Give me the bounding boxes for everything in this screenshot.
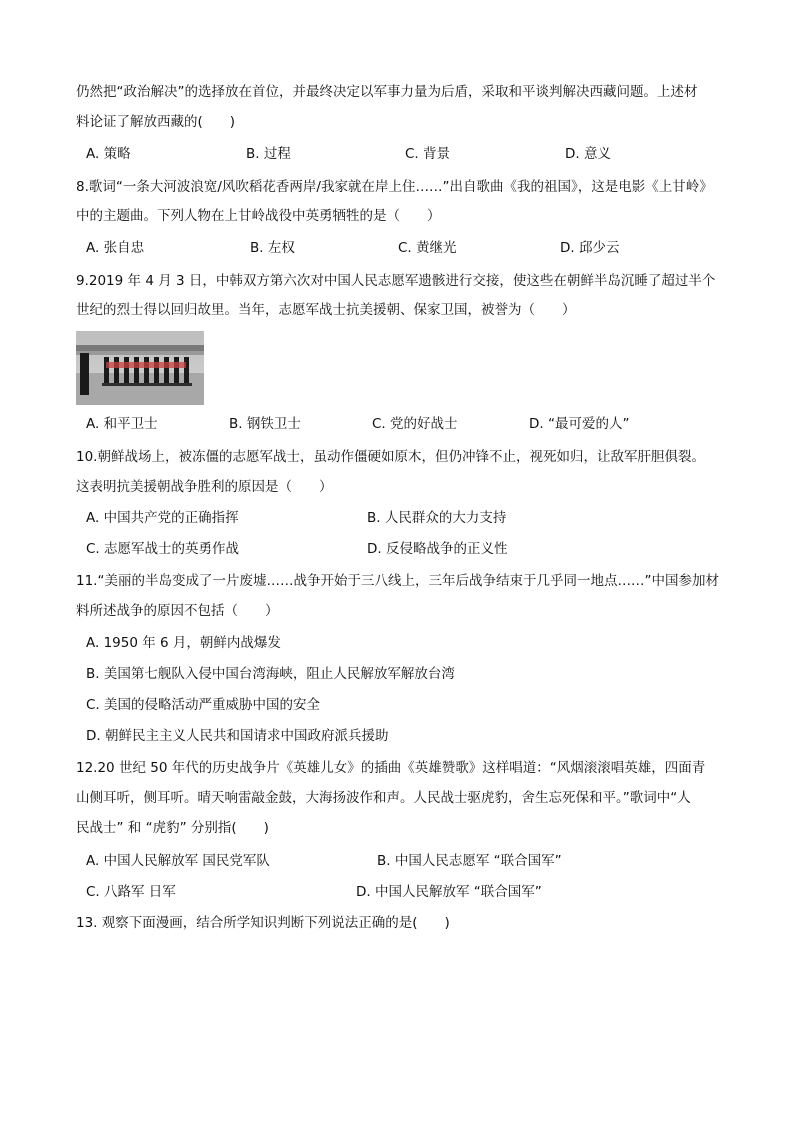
q7-option-b[interactable]: B. 过程 [246, 146, 291, 162]
q8-line-2: 中的主题曲。下列人物在上甘岭战役中英勇牺牲的是（ ） [76, 208, 441, 224]
q8-option-d[interactable]: D. 邱少云 [560, 240, 620, 256]
volunteer-remains-ceremony-photo [76, 331, 204, 405]
q11-option-d[interactable]: D. 朝鲜民主主义人民共和国请求中国政府派兵援助 [86, 728, 389, 744]
q12-option-b[interactable]: B. 中国人民志愿军 “联合国军” [377, 853, 562, 869]
q11-option-a[interactable]: A. 1950 年 6 月，朝鲜内战爆发 [86, 635, 281, 651]
q9-line-2: 世纪的烈士得以回归故里。当年，志愿军战士抗美援朝、保家卫国，被誉为（ ） [76, 302, 576, 318]
q10-option-d[interactable]: D. 反侵略战争的正义性 [367, 541, 508, 557]
q13-line-1: 13. 观察下面漫画，结合所学知识判断下列说法正确的是( ) [76, 915, 450, 931]
q7-line-1: 仍然把“政治解决”的选择放在首位，并最终决定以军事力量为后盾，采取和平谈判解决西藏问题。上述材 [76, 84, 698, 100]
q12-option-d[interactable]: D. 中国人民解放军 “联合国军” [356, 884, 542, 900]
q10-line-2: 这表明抗美援朝战争胜利的原因是（ ） [76, 479, 333, 495]
q8-line-1: 8.歌词“一条大河波浪宽/风吹稻花香两岸/我家就在岸上住……”出自歌曲《我的祖国》，这是电影《上甘岭》 [76, 179, 713, 195]
q8-option-a[interactable]: A. 张自忠 [86, 240, 145, 256]
q12-line-3: 民战士” 和 “虎豹” 分别指( ) [76, 820, 269, 836]
q7-line-2: 料论证了解放西藏的( ) [76, 114, 236, 130]
q7-option-d[interactable]: D. 意义 [565, 146, 611, 162]
q9-option-b[interactable]: B. 钢铁卫士 [229, 416, 301, 432]
q8-option-c[interactable]: C. 黄继光 [398, 240, 457, 256]
q10-option-a[interactable]: A. 中国共产党的正确指挥 [86, 510, 239, 526]
q11-option-b[interactable]: B. 美国第七舰队入侵中国台湾海峡，阻止人民解放军解放台湾 [86, 666, 455, 682]
q9-line-1: 9.2019 年 4 月 3 日，中韩双方第六次对中国人民志愿军遗骸进行交接，使这些在朝鲜半岛沉睡了超过半个 [76, 273, 716, 289]
q10-option-b[interactable]: B. 人民群众的大力支持 [367, 510, 507, 526]
q12-option-c[interactable]: C. 八路军 日军 [86, 884, 176, 900]
q11-line-2: 料所述战争的原因不包括（ ） [76, 603, 279, 619]
q10-option-c[interactable]: C. 志愿军战士的英勇作战 [86, 541, 240, 557]
q11-option-c[interactable]: C. 美国的侵略活动严重威胁中国的安全 [86, 697, 321, 713]
q10-line-1: 10.朝鲜战场上，被冻僵的志愿军战士，虽动作僵硬如原木，但仍冲锋不止，视死如归，让敌军肝胆俱裂。 [76, 449, 705, 465]
q7-option-c[interactable]: C. 背景 [405, 146, 451, 162]
q9-option-a[interactable]: A. 和平卫士 [86, 416, 158, 432]
q9-option-d[interactable]: D. “最可爱的人” [529, 416, 630, 432]
q9-option-c[interactable]: C. 党的好战士 [372, 416, 458, 432]
q8-option-b[interactable]: B. 左权 [250, 240, 295, 256]
q12-line-1: 12.20 世纪 50 年代的历史战争片《英雄儿女》的插曲《英雄赞歌》这样唱道：“风烟滚滚唱英雄，四面青 [76, 760, 706, 776]
q12-line-2: 山侧耳听，侧耳听。晴天响雷敲金鼓，大海扬波作和声。人民战士驱虎豹，舍生忘死保和平。”歌词中“人 [76, 790, 691, 806]
q7-option-a[interactable]: A. 策略 [86, 146, 131, 162]
q11-line-1: 11.“美丽的半岛变成了一片废墟……战争开始于三八线上，三年后战争结束于几乎同一地点……”中国参加材 [76, 573, 719, 589]
q12-option-a[interactable]: A. 中国人民解放军 国民党军队 [86, 853, 270, 869]
